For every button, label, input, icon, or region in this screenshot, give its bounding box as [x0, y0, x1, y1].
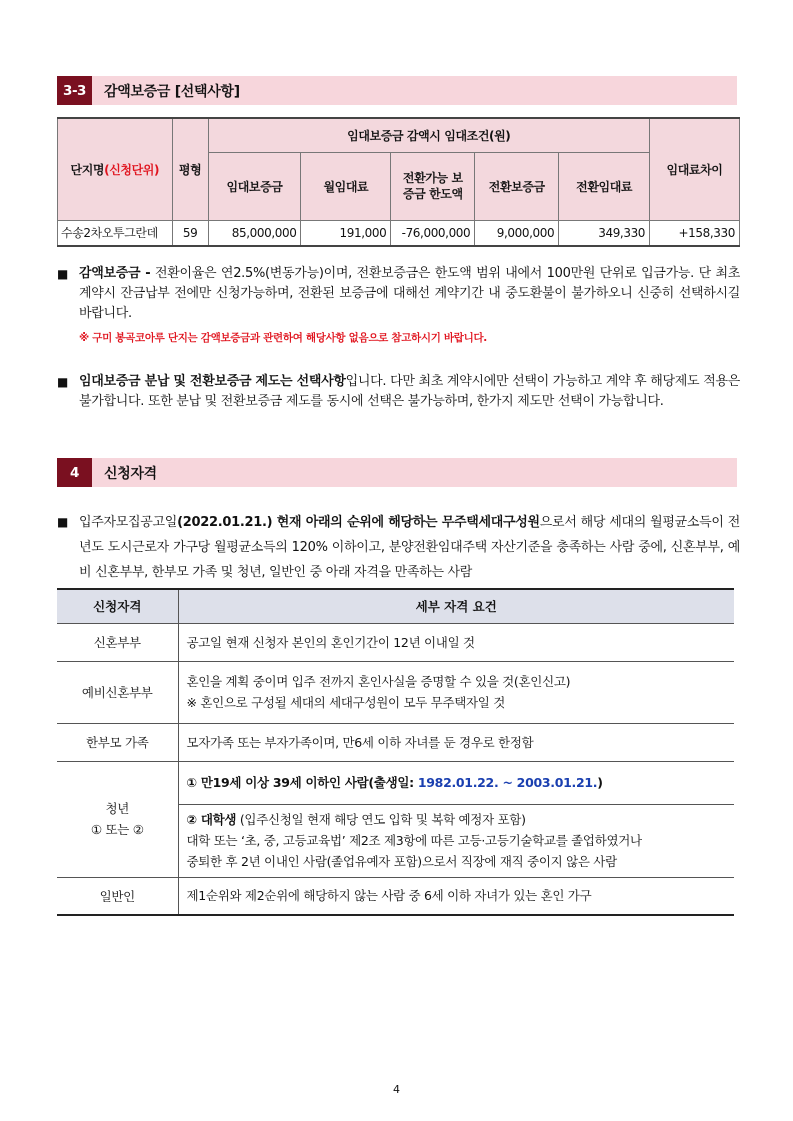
- qualification-table: [57, 588, 734, 916]
- cell-deposit: 85,000,000: [208, 220, 301, 246]
- deposit-reduction-table: [57, 117, 740, 247]
- para-text: 입니다. 다만 최초 계약시에만 선택이 가능하고 계약 후 해당제도 적용은 불가합니다. 또한 분납 및 전환보증금 제도를 동시에 선택은 불가능하며, 한가지 제도만 선택이 가능합니다.: [79, 374, 740, 409]
- section-number: 4: [57, 458, 92, 487]
- para-bold-label: 임대보증금 분납 및 전환보증금 제도는 선택사항: [79, 374, 346, 389]
- header-monthly-rent: 월임대료: [301, 152, 391, 220]
- birth-date-range: 1982.01.22. ~ 2003.01.21.: [417, 775, 598, 790]
- bullet-square-icon: ■: [57, 267, 69, 281]
- cell-rent: 191,000: [301, 220, 391, 246]
- table-row: [57, 623, 734, 661]
- detail-youth-age: ① 만19세 이상 39세 이하인 사람(출생일: 1982.01.22. ~ 2003.01.21.): [178, 761, 734, 804]
- para-text: 전환이율은 연2.5%(변동가능)이며, 전환보증금은 한도액 범위 내에서 100만원 단위로 입금가능. 단 최초계약시 잔금납부 전에만 신청가능하며, 전환된 보증금에 대해선 계약기간 내 중도환불이 불가하오니 신중히 선택하시길 바랍니다.: [79, 266, 740, 321]
- installment-option-paragraph: [57, 372, 740, 412]
- para-bold-label: 감액보증금 -: [79, 266, 151, 281]
- cell-pyeong: 59: [172, 220, 208, 246]
- cat-general: 일반인: [57, 877, 178, 915]
- cat-newlywed: 신혼부부: [57, 623, 178, 661]
- homeless-household-member: 무주택세대구성원: [441, 515, 540, 530]
- header-apply-unit: (신청단위): [104, 162, 160, 177]
- detail-single-parent: 모자가족 또는 부자가족이며, 만6세 이하 자녀를 둔 경우로 한정함: [178, 723, 734, 761]
- cell-converted-rent: 349,330: [559, 220, 650, 246]
- table-row: [57, 723, 734, 761]
- table-row: [58, 220, 740, 246]
- header-pyeong: 평형: [172, 118, 208, 220]
- detail-newlywed: 공고일 현재 신청자 본인의 혼인기간이 12년 이내일 것: [178, 623, 734, 661]
- cell-complex-name: 수송2차오투그란데: [58, 220, 173, 246]
- cat-youth: 청년 ① 또는 ②: [57, 761, 178, 877]
- cat-prenewlywed: 예비신혼부부: [57, 661, 178, 723]
- section-3-3-header: [57, 76, 737, 105]
- cat-single-parent: 한부모 가족: [57, 723, 178, 761]
- header-deposit: 임대보증금: [208, 152, 301, 220]
- header-group-conditions: 임대보증금 감액시 임대조건(원): [208, 118, 650, 152]
- cell-rent-diff: +158,330: [650, 220, 740, 246]
- header-convertible-limit: 전환가능 보증금 한도액: [391, 152, 475, 220]
- eligibility-paragraph: ■ 입주자모집공고일(2022.01.21.) 현재 아래의 순위에 해당하는 무주택세대구성원으로서 해당 세대의 월평균소득이 전년도 도시근로자 가구당 월평균소득의 120% 이하이고, 분양전환임대주택 자산기준을 충족하는 사람 중에, 신혼부부, 예비 신혼부부, 한부모 가족 및 청년, 일반인 중 아래 자격을 만족하는 사람: [57, 510, 740, 585]
- table-row: [57, 661, 734, 723]
- note-gumi-complex: ※ 구미 봉곡코아루 단지는 감액보증금과 관련하여 해당사항 없음으로 참고하시기 바랍니다.: [79, 332, 487, 344]
- section-4-header: [57, 458, 737, 487]
- section-title: 감액보증금 [선택사항]: [104, 83, 240, 100]
- detail-general: 제1순위와 제2순위에 해당하지 않는 사람 중 6세 이하 자녀가 있는 혼인 가구: [178, 877, 734, 915]
- table-row: [57, 877, 734, 915]
- section-title: 신청자격: [104, 465, 157, 482]
- header-rent-diff: 임대료차이: [650, 118, 740, 220]
- detail-youth-student: ② 대학생 (입주신청일 현재 해당 연도 입학 및 복학 예정자 포함) 대학 또는 ‘초, 중, 고등교육법’ 제2조 제3항에 따른 고등·고등기술학교를 졸업하였거나 중퇴한 후 2년 이내인 사람(졸업유예자 포함)으로서 직장에 재직 중이지 않은 사람: [178, 804, 734, 877]
- table-row: [57, 761, 734, 804]
- header-qualification: 신청자격: [57, 589, 178, 623]
- header-converted-rent: 전환임대료: [559, 152, 650, 220]
- cell-convertible: -76,000,000: [391, 220, 475, 246]
- deposit-reduction-paragraph: [57, 264, 740, 324]
- detail-prenewlywed: 혼인을 계획 중이며 입주 전까지 혼인사실을 증명할 수 있을 것(혼인신고) ※ 혼인으로 구성될 세대의 세대구성원이 모두 무주택자일 것: [178, 661, 734, 723]
- cell-converted-deposit: 9,000,000: [475, 220, 559, 246]
- header-detail-requirements: 세부 자격 요건: [178, 589, 734, 623]
- header-converted-deposit: 전환보증금: [475, 152, 559, 220]
- page-number: 4: [393, 1083, 400, 1096]
- header-complex-name: 단지명(신청단위): [58, 118, 173, 220]
- section-number: 3-3: [57, 76, 92, 105]
- bullet-square-icon: ■: [57, 375, 69, 389]
- bullet-square-icon: ■: [57, 515, 69, 529]
